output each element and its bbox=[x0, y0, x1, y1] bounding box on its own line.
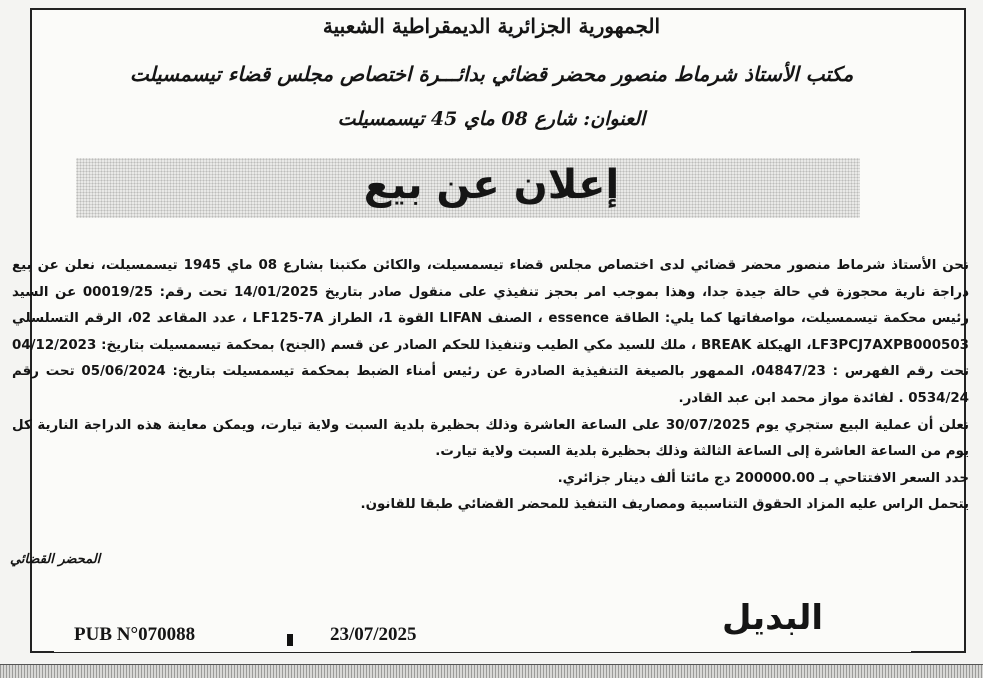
publication-date: 23/07/2025 bbox=[330, 624, 417, 645]
signature-label: المحضر القضائي bbox=[10, 552, 101, 567]
body-paragraph-4: يتحمل الراس عليه المزاد الحقوق التناسبية ومصاريف التنفيذ للمحضر القضائي طبقا للقانون. bbox=[360, 497, 969, 513]
page-bottom-border bbox=[0, 664, 983, 678]
body-paragraph-3: حدد السعر الافتتاحي بـ 200000.00 دج مائتا ألف دينار جزائري. bbox=[557, 470, 969, 486]
newspaper-name: البديل bbox=[722, 598, 824, 638]
office-heading: مكتب الأستاذ شرماط منصور محضر قضائي بدائـــرة اختصاص مجلس قضاء تيسمسيلت bbox=[129, 62, 854, 86]
body-paragraph-1: نحن الأستاذ شرماط منصور محضر قضائي لدى اختصاص مجلس قضاء تيسمسيلت، والكائن مكتبنا بشارع 08 ماي 1945 تيسمسيلت، نعلن عن بيع دراجة نارية محجوزة في حالة جيدة جدا، وهذا بموجب امر بحجز تنفيذي على منقول صادر بتاريخ 14/01/2025 تحت رقم: 00019/25 عن السيد رئيس محكمة تيسمسيلت، مواصفاتها كما يلي: الطاقة essence ، الصنف LIFAN القوة 1، الطراز LF125-7A ، عدد المقاعد 02، الرقم التسلسلي LF3PCJ7AXPB000503، الهيكلة BREAK ، ملك للسيد مكي الطيب وتنفيذا للحكم الصادر عن قسم (الجنح) بمحكمة تيسمسيلت بتاريخ: 04/12/2023 تحت رقم الفهرس : 04847/23، الممهور بالصيغة التنفيذية الصادرة عن رئيس أمناء الضبط بمحكمة تيسمسيلت بتاريخ: 05/06/2024 تحت رقم 0534/24 . لفائدة مواز محمد ابن عبد القادر. bbox=[12, 258, 970, 406]
page-title: إعلان عن بيع bbox=[363, 162, 620, 208]
body-paragraph-2: نعلن أن عملية البيع ستجري يوم 30/07/2025 على الساعة العاشرة وذلك بحظيرة بلدية السبت ولاية تيارت، ويمكن معاينة هذه الدراجة النارية كل يوم من الساعة العاشرة إلى الساعة الثالثة وذلك بحظيرة بلدية السبت ولاية تيارت. bbox=[12, 417, 970, 460]
republic-heading: الجمهورية الجزائرية الديمقراطية الشعبية bbox=[322, 14, 661, 38]
separator-mark bbox=[287, 634, 293, 646]
announcement-body bbox=[12, 253, 969, 519]
address-line: العنوان: شارع 08 ماي 45 تيسمسيلت bbox=[337, 108, 646, 130]
publication-number: PUB N°070088 bbox=[74, 624, 196, 645]
